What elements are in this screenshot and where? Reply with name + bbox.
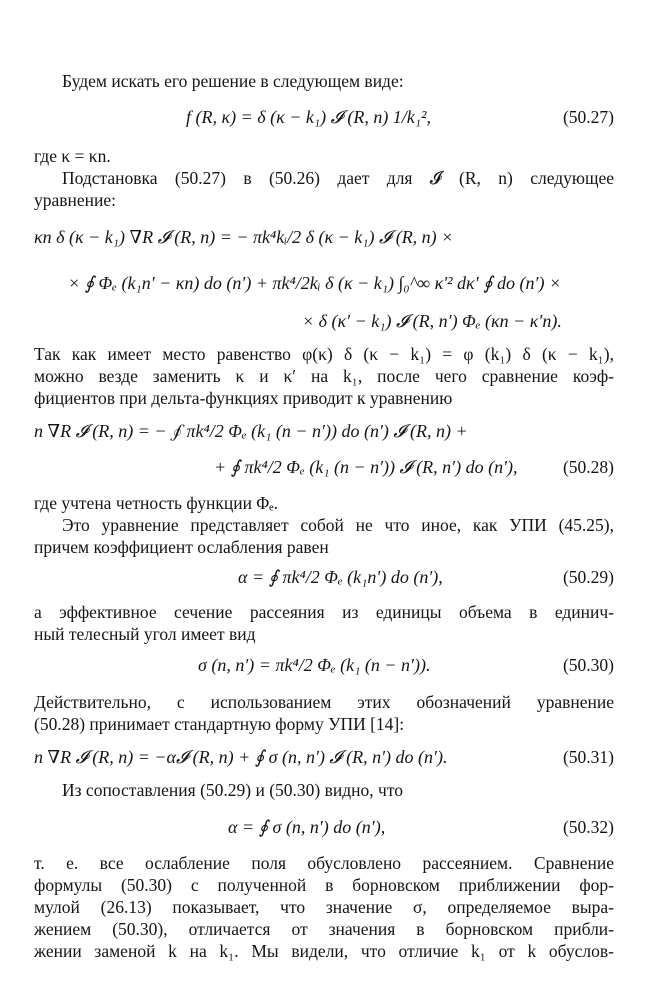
equation-line: n ∇R 𝓘 (R, n) = − ∮ πk⁴/2 Φₑ (k₁ (n − n′)) do (n′) 𝓘 (R, n) +	[34, 421, 468, 441]
text-line: (50.28) принимает стандартную форму УПИ [14]:	[34, 714, 405, 734]
text-line: где κ = κn.	[34, 146, 111, 166]
equation-50-28: + ∮ πk⁴/2 Φₑ (k₁ (n − n′)) 𝓘 (R, n′) do (n′),	[214, 457, 518, 477]
text-line: где учтена четность функции Φₑ.	[34, 493, 279, 513]
equation-line: κn δ (κ − k₁) ∇R 𝓘 (R, n) = − πk⁴kᵢ/2 δ (κ − k₁) 𝓘 (R, n) ×	[34, 227, 454, 247]
equation-number: (50.28)	[562, 457, 614, 477]
text-line: жением (50.30), отличается от значения в борновском прибли-	[34, 919, 614, 939]
text-line: уравнение:	[34, 190, 117, 210]
equation-number: (50.32)	[562, 817, 614, 837]
equation-50-29: α = ∮ πk⁴/2 Φₑ (k₁n′) do (n′),	[238, 567, 443, 587]
equation-50-30: σ (n, n′) = πk⁴/2 Φₑ (k₁ (n − n′)).	[198, 655, 431, 675]
text-line: причем коэффициент ослабления равен	[34, 537, 329, 557]
text-line: формулы (50.30) с полученной в борновском приближении фор-	[34, 875, 614, 895]
text-line: мулой (26.13) показывает, что значение σ, определяемое выра-	[34, 897, 614, 917]
text-line: Это уравнение представляет собой не что иное, как УПИ (45.25),	[62, 515, 614, 535]
equation-line: × ∮ Φₑ (k₁n′ − κn) do (n′) + πk⁴/2kᵢ δ (κ − k₁) ∫₀^∞ κ′² dκ′ ∮ do (n′) ×	[68, 273, 562, 293]
text-line: а эффективное сечение рассеяния из единицы объема в единич-	[34, 602, 614, 622]
text-line: можно везде заменить κ и κ′ на k₁, после чего сравнение коэф-	[34, 366, 614, 386]
text-line: Так как имеет место равенство φ(κ) δ (κ − k₁) = φ (k₁) δ (κ − k₁),	[34, 344, 614, 364]
text-line: ный телесный угол имеет вид	[34, 624, 256, 644]
text-line: Подстановка (50.27) в (50.26) дает для 𝓘 (R, n) следующее	[62, 168, 614, 188]
text-line: жении заменой k на k₁. Мы видели, что отличие k₁ от k обуслов-	[34, 941, 614, 961]
equation-line: × δ (κ′ − k₁) 𝓘 (R, n′) Φₑ (κn − κ′n).	[302, 311, 562, 331]
equation-number: (50.31)	[562, 747, 614, 767]
equation-50-27: f (R, κ) = δ (κ − k₁) 𝓘 (R, n) 1/k₁²,	[186, 107, 431, 127]
text-line: фициентов при дельта-функциях приводит к уравнению	[34, 388, 453, 408]
text-line: Действительно, с использованием этих обозначений уравнение	[34, 692, 614, 712]
text-line: Из сопоставления (50.29) и (50.30) видно, что	[62, 780, 403, 800]
equation-number: (50.27)	[562, 107, 614, 127]
equation-50-31: n ∇R 𝓘 (R, n) = −α𝓘 (R, n) + ∮ σ (n, n′) 𝓘 (R, n′) do (n′).	[34, 747, 448, 767]
equation-number: (50.29)	[562, 567, 614, 587]
equation-50-32: α = ∮ σ (n, n′) do (n′),	[228, 817, 386, 837]
equation-number: (50.30)	[562, 655, 614, 675]
text-line: т. е. все ослабление поля обусловлено рассеянием. Сравнение	[34, 853, 614, 873]
text-line: Будем искать его решение в следующем виде:	[62, 71, 404, 91]
